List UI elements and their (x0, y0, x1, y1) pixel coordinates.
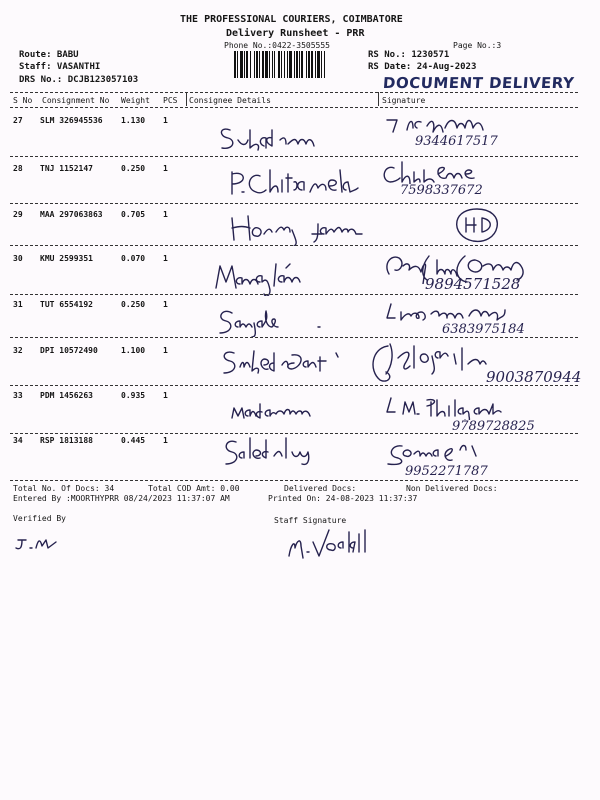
divider (10, 480, 578, 481)
verified-by-label: Verified By (13, 514, 66, 523)
rs-date: RS Date: 24-Aug-2023 (368, 62, 477, 72)
barcode-bar (306, 51, 307, 78)
drs-number: DRS No.: DCJB123057103 (19, 75, 139, 85)
divider (10, 385, 578, 386)
barcode (234, 51, 362, 78)
barcode-bar (317, 51, 320, 78)
receiver-signature (385, 396, 535, 420)
consignee-signature (216, 305, 346, 337)
row-pcs: 1 (163, 164, 168, 173)
receiver-phone: 9003870944 (486, 368, 582, 386)
barcode-bar (321, 51, 322, 78)
divider (10, 107, 578, 108)
row-weight: 0.445 (121, 436, 146, 445)
row-pcs: 1 (163, 254, 168, 263)
row-weight: 0.935 (121, 391, 146, 400)
row-consignment: PDM 1456263 (40, 391, 93, 400)
barcode-bar (256, 51, 258, 78)
row-sno: 34 (13, 436, 23, 445)
row-sno: 29 (13, 210, 23, 219)
divider (10, 337, 578, 338)
consignee-signature (214, 260, 334, 296)
receiver-phone: 6383975184 (442, 322, 525, 337)
divider (10, 156, 578, 157)
divider (10, 245, 578, 246)
col-weight: Weight (121, 96, 150, 105)
verifier-signature (14, 534, 64, 554)
barcode-bar (250, 51, 251, 78)
barcode-bar (296, 51, 298, 78)
phone-number: Phone No.:0422-3505555 (224, 41, 330, 50)
staff: Staff: VASANTHI (19, 62, 101, 72)
row-pcs: 1 (163, 300, 168, 309)
barcode-bar (259, 51, 260, 78)
barcode-bar (265, 51, 268, 78)
staff-signature-label: Staff Signature (274, 516, 347, 525)
row-weight: 0.250 (121, 300, 146, 309)
barcode-bar (324, 51, 325, 78)
consignee-signature (216, 122, 328, 156)
barcode-bar (262, 51, 264, 78)
divider (10, 294, 578, 295)
row-pcs: 1 (163, 210, 168, 219)
barcode-bar (315, 51, 316, 78)
consignee-signature (220, 347, 360, 377)
printed-on: Printed On: 24-08-2023 11:37:37 (268, 494, 418, 503)
receiver-signature (382, 440, 492, 466)
barcode-bar (278, 51, 280, 78)
rs-number: RS No.: 1230571 (368, 50, 450, 60)
non-delivered-docs: Non Delivered Docs: (406, 484, 498, 493)
receiver-phone: 9894571528 (425, 275, 521, 293)
col-pcs: PCS (163, 96, 178, 105)
barcode-bar (311, 51, 313, 78)
barcode-bar (301, 51, 303, 78)
row-weight: 1.130 (121, 116, 146, 125)
barcode-bar (281, 51, 282, 78)
row-consignment: DPI 10572490 (40, 346, 98, 355)
row-consignment: SLM 326945536 (40, 116, 103, 125)
col-consignment: Consignment No (42, 96, 110, 105)
col-divider (378, 92, 379, 106)
page-number: Page No.:3 (453, 41, 502, 50)
row-sno: 28 (13, 164, 23, 173)
total-cod: Total COD Amt: 0.00 (148, 484, 240, 493)
row-pcs: 1 (163, 116, 168, 125)
row-sno: 33 (13, 391, 23, 400)
row-sno: 32 (13, 346, 23, 355)
consignee-signature (228, 400, 338, 424)
receiver-signature (385, 114, 515, 136)
receiver-phone: 7598337672 (400, 183, 483, 198)
route: Route: BABU (19, 50, 79, 60)
consignee-signature (222, 168, 378, 198)
barcode-bar (244, 51, 245, 78)
col-consignee: Consignee Details (189, 96, 271, 105)
receiver-signature (368, 340, 498, 386)
receiver-phone: 9789728825 (452, 419, 535, 434)
row-sno: 30 (13, 254, 23, 263)
receiver-phone: 9344617517 (415, 134, 498, 149)
divider (10, 433, 578, 434)
col-divider (186, 92, 187, 106)
barcode-bar (237, 51, 238, 78)
barcode-bar (287, 51, 288, 78)
divider (10, 203, 578, 204)
row-sno: 31 (13, 300, 23, 309)
barcode-bar (274, 51, 275, 78)
staff-signature (285, 524, 380, 564)
row-weight: 1.100 (121, 346, 146, 355)
receiver-signature (452, 206, 502, 246)
document-delivery-stamp: DOCUMENT DELIVERY (382, 74, 575, 92)
barcode-bar (269, 51, 270, 78)
col-sno: S No (13, 96, 33, 105)
barcode-bar (299, 51, 300, 78)
row-pcs: 1 (163, 346, 168, 355)
barcode-bar (246, 51, 248, 78)
delivered-docs: Delivered Docs: (284, 484, 357, 493)
barcode-bar (308, 51, 310, 78)
barcode-bar (272, 51, 273, 78)
row-consignment: KMU 2599351 (40, 254, 93, 263)
total-docs: Total No. Of Docs: 34 (13, 484, 115, 493)
barcode-bar (234, 51, 236, 78)
barcode-bar (254, 51, 255, 78)
receiver-phone: 9952271787 (405, 464, 488, 479)
barcode-bar (240, 51, 243, 78)
row-consignment: MAA 297063863 (40, 210, 103, 219)
consignee-signature (228, 214, 368, 246)
barcode-bar (289, 51, 292, 78)
barcode-bar (294, 51, 295, 78)
barcode-bar (284, 51, 285, 78)
row-weight: 0.705 (121, 210, 146, 219)
row-sno: 27 (13, 116, 23, 125)
col-signature: Signature (382, 96, 426, 105)
company-name: THE PROFESSIONAL COURIERS, COIMBATORE (180, 14, 403, 25)
row-consignment: TUT 6554192 (40, 300, 93, 309)
entered-by: Entered By :MOORTHYPRR 08/24/2023 11:37:07 AM (13, 494, 230, 503)
row-pcs: 1 (163, 436, 168, 445)
document-title: Delivery Runsheet - PRR (226, 28, 365, 39)
row-weight: 0.070 (121, 254, 146, 263)
receiver-signature (385, 300, 535, 324)
row-consignment: TNJ 1152147 (40, 164, 93, 173)
receiver-signature (380, 160, 520, 184)
consignee-signature (222, 436, 332, 470)
row-weight: 0.250 (121, 164, 146, 173)
row-pcs: 1 (163, 391, 168, 400)
divider (10, 92, 578, 93)
row-consignment: RSP 1813188 (40, 436, 93, 445)
